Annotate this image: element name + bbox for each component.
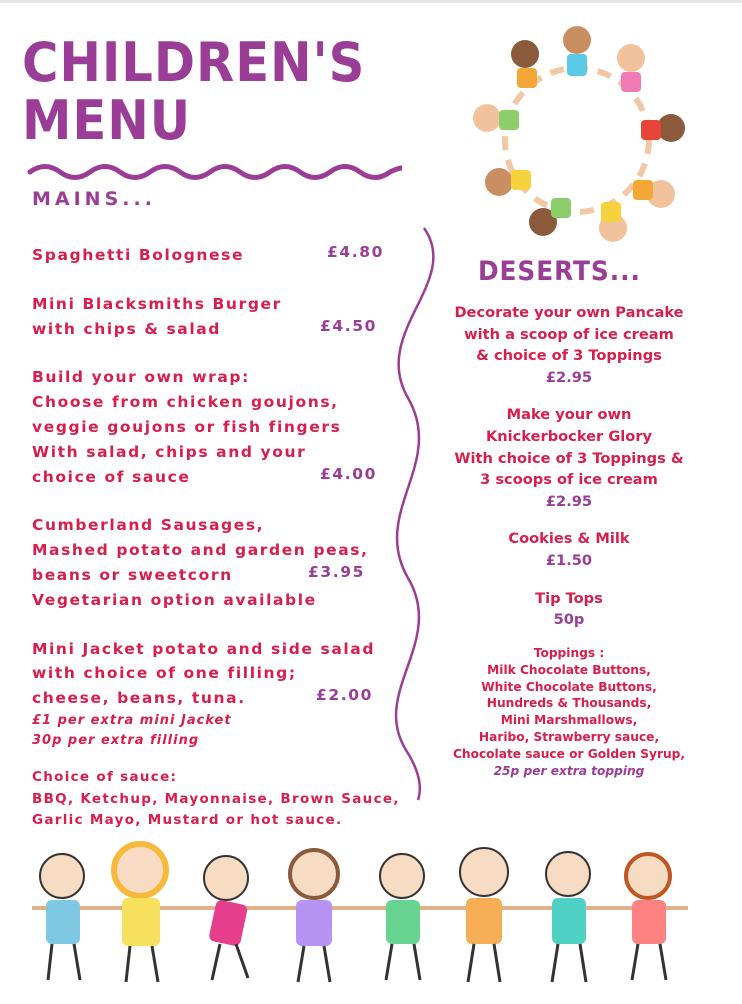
dessert-item — [438, 588, 700, 631]
item-price: £4.00 — [320, 464, 378, 483]
item-text: Build your own wrap: — [32, 368, 250, 387]
item-text: choice of sauce — [32, 467, 191, 486]
child-figure — [599, 202, 627, 242]
dessert-text: 3 scoops of ice cream — [480, 471, 658, 489]
item-price: £4.50 — [320, 316, 378, 335]
toppings-line: Toppings : — [533, 646, 605, 660]
dessert-price: £2.95 — [545, 368, 593, 386]
item-price: £3.95 — [308, 562, 366, 581]
item-price: £4.80 — [327, 243, 385, 261]
children-circle-illustration — [465, 22, 695, 248]
deserts-list — [438, 302, 700, 647]
item-text: Spaghetti Bolognese — [32, 246, 245, 264]
child-figure — [114, 844, 166, 982]
item-text: with choice of one filling; — [32, 664, 297, 683]
dessert-text: Make your own — [506, 406, 632, 424]
sauce-options — [32, 767, 400, 832]
item-text: Choose from chicken goujons, — [32, 393, 339, 412]
toppings-line: Chocolate sauce or Golden Syrup, — [452, 746, 686, 761]
dessert-price: £2.95 — [545, 492, 593, 510]
dessert-text: With choice of 3 Toppings & — [454, 449, 684, 467]
toppings-line: Milk Chocolate Buttons, — [487, 662, 651, 677]
child-figure — [529, 198, 571, 236]
mains-item — [32, 637, 400, 751]
child-figure — [633, 180, 675, 208]
item-text: veggie goujons or fish fingers — [32, 417, 342, 436]
child-figure — [617, 44, 645, 92]
dessert-price: £1.50 — [545, 551, 593, 569]
child-figure — [40, 854, 84, 980]
mains-item — [32, 243, 400, 268]
item-text: Mini Blacksmiths Burger — [32, 294, 282, 313]
child-figure — [626, 854, 670, 980]
item-note: £1 per extra mini Jacket — [32, 712, 232, 728]
dessert-text: with a scoop of ice cream — [464, 325, 674, 343]
item-text: With salad, chips and your — [32, 442, 307, 461]
mains-item — [32, 513, 400, 612]
child-figure — [380, 854, 424, 980]
child-figure — [641, 114, 685, 142]
dessert-item — [438, 302, 700, 388]
title-line: CHILDREN'S — [22, 31, 366, 94]
mains-list — [32, 243, 400, 751]
dessert-item — [438, 528, 700, 571]
toppings-note: 25p per extra topping — [493, 763, 645, 778]
child-figure — [204, 856, 248, 980]
mains-item — [32, 365, 400, 489]
dessert-item — [438, 404, 700, 512]
item-text: beans or sweetcorn — [32, 565, 233, 584]
item-note: 30p per extra filling — [32, 732, 200, 748]
dessert-text: Decorate your own Pancake — [454, 304, 684, 321]
menu-title — [22, 31, 390, 152]
mains-item — [32, 292, 400, 342]
mains-heading: MAINS... — [32, 188, 156, 210]
toppings-line: Mini Marshmallows, — [500, 713, 638, 728]
dessert-price: 50p — [553, 611, 585, 629]
item-text: Cumberland Sausages, — [32, 516, 265, 535]
child-figure — [546, 852, 590, 982]
sauce-line: Garlic Mayo, Mustard or hot sauce. — [32, 812, 343, 828]
item-text: Vegetarian option available — [32, 590, 317, 609]
toppings-list — [430, 645, 708, 779]
child-figure — [511, 40, 539, 88]
child-figure — [460, 848, 508, 982]
item-text: Mini Jacket potato and side salad — [32, 639, 376, 658]
item-text: with chips & salad — [32, 319, 221, 338]
child-figure — [473, 104, 519, 132]
sauce-line: BBQ, Ketchup, Mayonnaise, Brown Sauce, — [32, 790, 400, 807]
child-figure — [563, 26, 591, 76]
children-holding-hands-illustration — [22, 836, 698, 986]
wavy-underline — [26, 158, 402, 186]
top-border — [0, 0, 742, 3]
toppings-line: White Chocolate Buttons, — [481, 679, 657, 694]
dessert-text: Knickerbocker Glory — [485, 427, 653, 445]
child-figure — [290, 850, 338, 982]
deserts-heading: DESERTS... — [478, 256, 641, 287]
toppings-line: Hundreds & Thousands, — [486, 696, 652, 711]
item-price: £2.00 — [316, 686, 374, 705]
toppings-line: Haribo, Strawberry sauce, — [478, 729, 660, 744]
title-line: MENU — [22, 89, 191, 152]
dessert-text: Tip Tops — [535, 589, 603, 607]
sauce-line: Choice of sauce: — [32, 769, 178, 785]
item-text: Mashed potato and garden peas, — [32, 541, 369, 560]
dessert-text: Cookies & Milk — [508, 530, 630, 548]
dessert-text: & choice of 3 Toppings — [476, 347, 662, 365]
item-text: cheese, beans, tuna. — [32, 689, 246, 708]
